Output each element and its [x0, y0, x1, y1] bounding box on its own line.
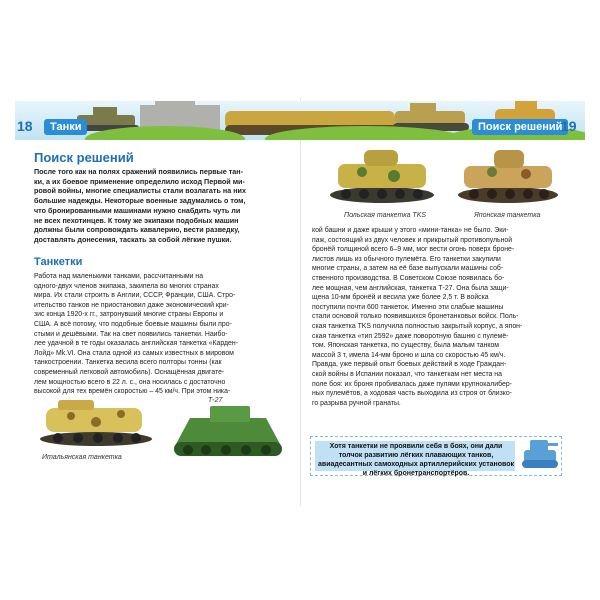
page-number-right: 19: [561, 118, 577, 134]
japanese-tankette-illustration: [452, 140, 564, 208]
caption-polish-tks: Польская танкетка TKS: [344, 212, 427, 219]
section-tag-left: Танки: [44, 119, 87, 135]
section-heading: Танкетки: [34, 256, 83, 268]
caption-italian-tankette: Итальянская танкетка: [42, 454, 122, 461]
callout-text: Хотя танкетки не проявили себя в боях, они дали толчок развитию лёгких плавающих танков, авиадесантных самоходных артиллерийских установок и лёгких бронетранспортёров.: [318, 443, 515, 477]
intro-paragraph: После того как на полях сражений появились первые тан- ки, а их боевое применение определило исход Первой ми- ровой войны, многие специалисты стали возлагать на них большие надежды. Некоторые военные задумались о том, что бронированными машинами нужно снабдить чуть ли не всех пехотинцев. К тому же экипажи подобных машин должны были сопровождать кавалерию, вести разведку, доставлять донесения, таскать за собой лёгкие пушки.: [34, 167, 246, 244]
section-tag-right: Поиск решений: [472, 119, 568, 135]
caption-t27: Т-27: [208, 397, 223, 404]
page-fold: [300, 98, 301, 506]
t27-tankette-illustration: [170, 404, 286, 462]
caption-japanese-tankette: Японская танкетка: [474, 212, 541, 219]
page-number-left: 18: [17, 118, 33, 134]
polish-tks-illustration: [324, 140, 442, 208]
italian-tankette-illustration: [36, 394, 158, 448]
right-body-text: кой башни и даже крыши у этого «мини-танка» не было. Эки- паж, состоящий из двух человек и прикрытый противопульной бронёй толщиной всего 6–9 мм, мог вести огонь поверх броне- листов лишь из обычного пулемёта. Его танкетки закупили многие страны, а затем на её базе выпускали машины соб- ственного производства. В Советском Союзе появилась бо- лее мощная, чем английская, танкетка Т-27. Она была защи- щена 10-мм бронёй и весила уже более 2,5 т. В войска поступили почти 600 танкеток. Именно эти слабые машины стали основой только появившихся бронетанковых войск. Поль- ская танкетка TKS получила полностью закрытый корпус, а япон- ская танкетка «тип 2592» даже поворотную башню с пулемё- том. Японская танкетка, по существу, была малым танком массой 3 т, имела 14-мм броню и шла со скоростью 45 км/ч. Правда, уже первый опыт боевых действий в ходе Граждан- ской войны в Испании показал, что танкеткам нет места на поле боя: их броня пробивалась даже пулями крупнокалибер- ных пулемётов, а ходовая часть выходила из строя от близко- го разрыва ручной гранаты.: [312, 227, 523, 407]
left-body-text: Работа над маленькими танками, рассчитанными на одного-двух членов экипажа, закипела во многих странах мира. Их стали строить в Англии, СССР, Франции, США. Стро- ительство танков не приостановил даже экономический кри- зис конца 1920-х гг., затронувший многие страны Европы и США. А всё потому, что подобные боевые машины были про- стыми и дешёвыми. Так на свет появились танкетки. Наибо- лее удачной в те годы оказалась английская танкетка «Карден- Лойд» Mk.VI. Она стала одной из самых известных в мировом танкостроении. Танкетка весила всего полторы тонны (как современный легковой автомобиль). Оснащённая двигате- лем мощностью всего в 22 л. с., она носилась с достаточно высокой для тех времён скоростью – 45 км/ч. При этом ника-: [34, 273, 238, 396]
tank-illustration-icon: [520, 430, 560, 472]
page-title: Поиск решений: [34, 150, 134, 165]
